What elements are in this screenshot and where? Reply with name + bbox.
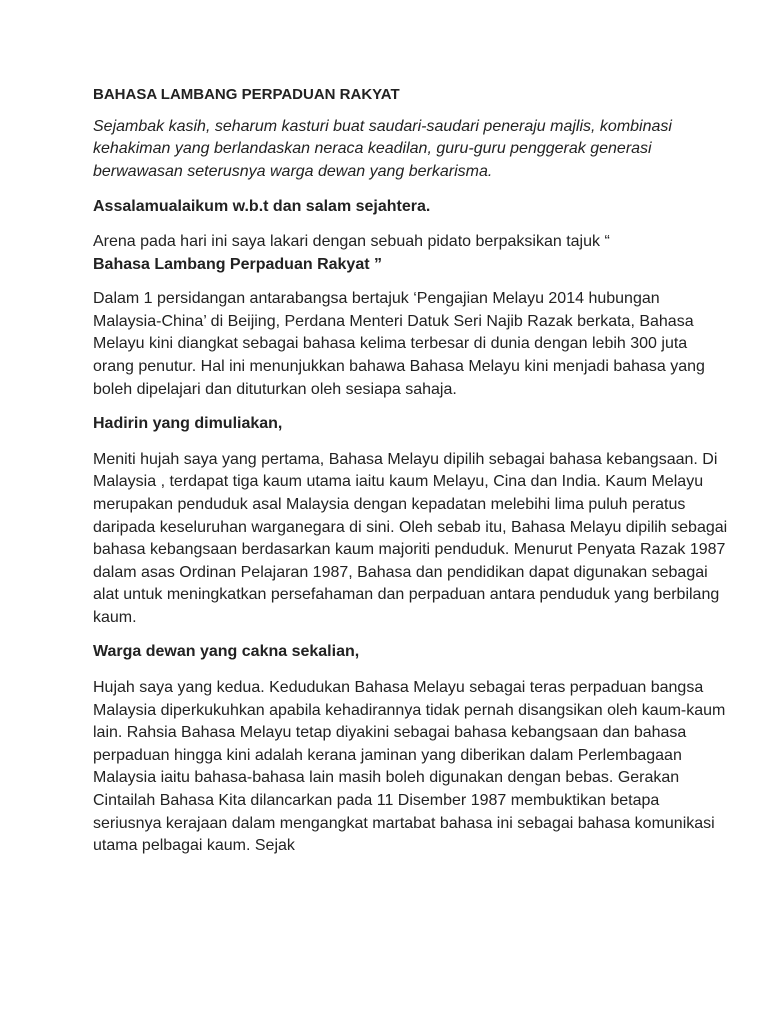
greeting: Assalamualaikum w.b.t dan salam sejahtera. (93, 198, 431, 216)
body-paragraph-2: Meniti hujah saya yang pertama, Bahasa Melayu dipilih sebagai bahasa kebangsaan. Di Malaysia , terdapat tiga kaum utama iaitu kaum Melayu, Cina dan India. Kaum Melayu merupakan penduduk asal Malaysia dengan kepadatan melebihi lima puluh peratus daripada keseluruhan warganegara di sini. Oleh sebab itu, Bahasa Melayu dipilih sebagai bahasa kebangsaan berdasarkan kaum majoriti penduduk. Menurut Penyata Razak 1987 dalam asas Ordinan Pelajaran 1987, Bahasa dan pendidikan dapat digunakan sebagai alat untuk meningkatkan persefahaman dan perpaduan antara penduduk yang berbilang kaum. (93, 450, 728, 626)
intro-speech-title: Bahasa Lambang Perpaduan Rakyat ” (93, 255, 382, 273)
section-heading-1: Hadirin yang dimuliakan, (93, 415, 283, 433)
intro-text: Arena pada hari ini saya lakari dengan sebuah pidato berpaksikan tajuk “ (93, 232, 610, 250)
document-title: BAHASA LAMBANG PERPADUAN RAKYAT (93, 86, 400, 103)
intro-paragraph (93, 231, 728, 276)
body-paragraph-3: Hujah saya yang kedua. Kedudukan Bahasa Melayu sebagai teras perpaduan bangsa Malaysia diperkukuhkan apabila kehadirannya tidak pernah disangsikan oleh kaum-kaum lain. Rahsia Bahasa Melayu tetap diyakini sebagai bahasa kebangsaan dan bahasa perpaduan hingga kini adalah kerana jaminan yang diberikan dalam Perlembagaan Malaysia iaitu bahasa-bahasa lain masih boleh digunakan dengan bebas. Gerakan Cintailah Bahasa Kita dilancarkan pada 11 Disember 1987 membuktikan betapa seriusnya kerajaan dalam mengangkat martabat bahasa ini sebagai bahasa komunikasi utama pelbagai kaum. Sejak (93, 679, 726, 855)
section-heading-2: Warga dewan yang cakna sekalian, (93, 643, 360, 661)
body-paragraph-1: Dalam 1 persidangan antarabangsa bertajuk ‘Pengajian Melayu 2014 hubungan Malaysia-China’ di Beijing, Perdana Menteri Datuk Seri Najib Razak berkata, Bahasa Melayu kini diangkat sebagai bahasa kelima terbesar di dunia dengan lebih 300 juta orang penutur. Hal ini menunjukkan bahawa Bahasa Melayu kini menjadi bahasa yang boleh dipelajari dan dituturkan oleh sesiapa sahaja. (93, 290, 705, 398)
salutation-paragraph: Sejambak kasih, seharum kasturi buat saudari-saudari peneraju majlis, kombinasi kehakiman yang berlandaskan neraca keadilan, guru-guru penggerak generasi berwawasan seterusnya warga dewan yang berkarisma. (93, 117, 672, 180)
